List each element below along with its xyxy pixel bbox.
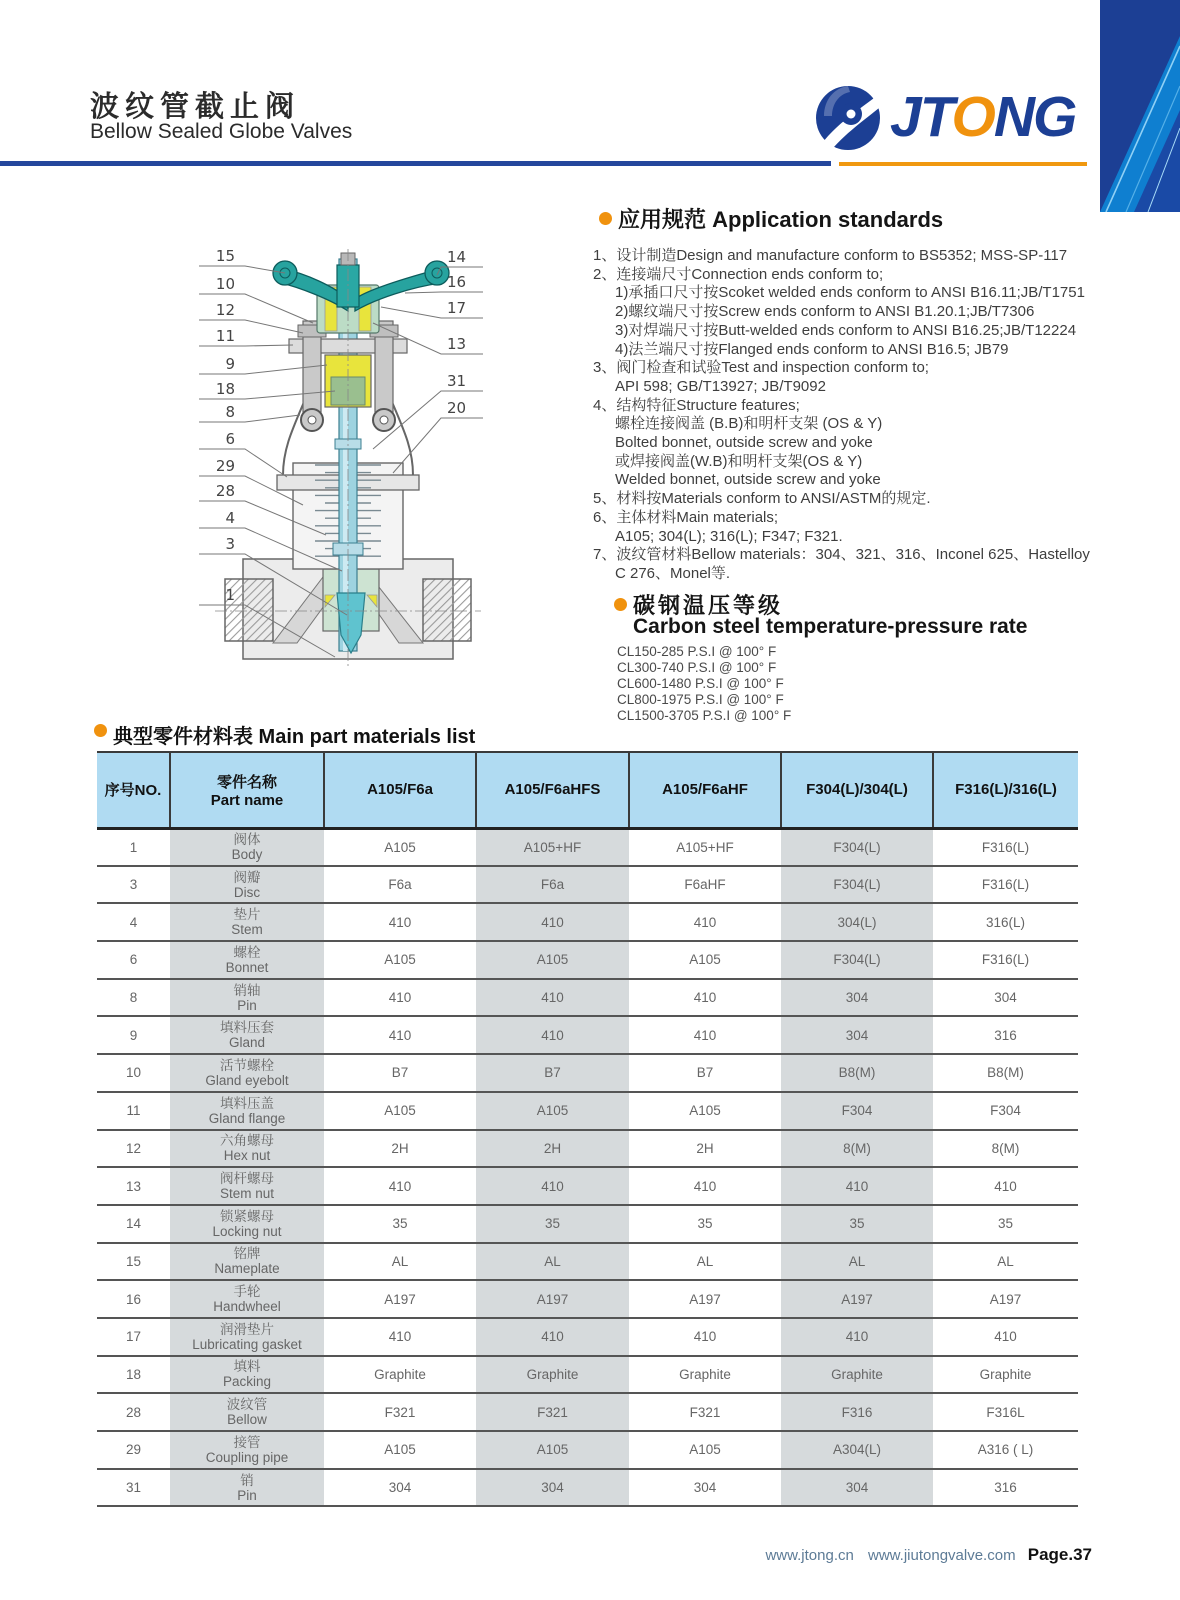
header-rule-orange: [839, 162, 1087, 166]
cell-material-value: 410: [324, 1167, 476, 1205]
cell-material-value: 410: [476, 979, 629, 1017]
cell-material-value: F304(L): [781, 941, 933, 979]
pressure-rating-line: CL300-740 P.S.I @ 100° F: [617, 660, 777, 675]
part-name-header-english: Part name: [210, 791, 284, 809]
diagram-callout: 8: [225, 403, 235, 421]
cell-material-value: 304: [476, 1469, 629, 1507]
cell-material-value: 410: [476, 1167, 629, 1205]
callout-leader-line: [199, 415, 300, 422]
pressure-ratings: [617, 644, 791, 724]
cell-material-value: F321: [476, 1393, 629, 1431]
application-standard-item: A105; 304(L); 316(L); F347; F321.: [615, 527, 843, 545]
cell-material-value: A316 ( L): [933, 1431, 1078, 1469]
cell-material-value: F316(L): [933, 941, 1078, 979]
cell-part-no: 3: [97, 866, 170, 904]
cell-material-value: Graphite: [476, 1356, 629, 1394]
cell-material-value: 2H: [629, 1130, 781, 1168]
cell-material-value: B7: [476, 1054, 629, 1092]
table-row: [97, 1393, 1078, 1431]
cell-material-value: 304: [781, 979, 933, 1017]
cell-part-no: 16: [97, 1280, 170, 1318]
cell-material-value: 410: [324, 979, 476, 1017]
cell-part-no: 29: [97, 1431, 170, 1469]
cell-part-name: 手轮 Handwheel: [170, 1280, 324, 1318]
callout-leader-line: [405, 292, 483, 293]
cell-material-value: 410: [629, 1016, 781, 1054]
cell-part-name: 阀杆螺母 Stem nut: [170, 1167, 324, 1205]
diagram-callout: 15: [215, 247, 235, 265]
cell-material-value: 410: [324, 903, 476, 941]
cell-material-value: F6a: [324, 866, 476, 904]
cell-material-value: A197: [933, 1280, 1078, 1318]
application-standard-item: 5、材料按Materials conform to ANSI/ASTM的规定.: [593, 490, 931, 508]
cell-material-value: 2H: [324, 1130, 476, 1168]
callout-leader-line: [199, 345, 293, 346]
materials-table-title: 典型零件材料表 Main part materials list: [113, 726, 476, 748]
cell-part-no: 14: [97, 1205, 170, 1243]
cell-material-value: 410: [629, 1318, 781, 1356]
page-footer: [765, 1545, 1092, 1565]
footer-url-jiutongvalve: www.jiutongvalve.com: [868, 1547, 1016, 1564]
application-standard-item: Bolted bonnet, outside screw and yoke: [615, 434, 873, 452]
cell-material-value: A105: [476, 1092, 629, 1130]
header-rule-blue: [0, 161, 831, 166]
table-row: [97, 828, 1078, 866]
cell-material-value: 410: [324, 1016, 476, 1054]
cell-material-value: F6aHF: [629, 866, 781, 904]
materials-table-body: [97, 828, 1078, 1506]
cell-material-value: A304(L): [781, 1431, 933, 1469]
jtong-swirl-icon: [812, 72, 884, 162]
cell-part-name: 螺栓 Bonnet: [170, 941, 324, 979]
application-standard-item: 2、连接端尺寸Connection ends conform to;: [593, 265, 884, 283]
cell-material-value: A197: [629, 1280, 781, 1318]
cell-part-name: 填料 Packing: [170, 1356, 324, 1394]
cell-material-value: 8(M): [933, 1130, 1078, 1168]
cell-material-value: 410: [629, 1167, 781, 1205]
column-header-material: A105/F6aHF: [629, 752, 781, 828]
application-standard-item: 3)对焊端尺寸按Butt-welded ends conform to ANSI B16.25;JB/T12224: [615, 321, 1077, 339]
cell-material-value: 304: [324, 1469, 476, 1507]
cell-material-value: A105: [324, 941, 476, 979]
carbon-steel-title-english: Carbon steel temperature-pressure rate: [633, 615, 1028, 638]
section-bullet: [94, 724, 107, 737]
cell-part-no: 10: [97, 1054, 170, 1092]
cell-material-value: Graphite: [629, 1356, 781, 1394]
part-name-header-chinese: 零件名称: [216, 773, 277, 791]
cell-material-value: 304: [629, 1469, 781, 1507]
table-row: [97, 866, 1078, 904]
cell-material-value: A105: [629, 1431, 781, 1469]
cell-material-value: 316(L): [933, 903, 1078, 941]
jtong-logo-text: JTONG: [890, 84, 1076, 149]
cell-material-value: 410: [933, 1318, 1078, 1356]
column-header-material: F304(L)/304(L): [781, 752, 933, 828]
cell-material-value: 410: [629, 903, 781, 941]
diagram-callout: 13: [447, 335, 467, 353]
diagram-callout: 10: [215, 275, 235, 293]
table-row: [97, 1130, 1078, 1168]
cell-part-no: 13: [97, 1167, 170, 1205]
callout-leader-line: [199, 449, 287, 477]
cell-material-value: A105: [324, 1431, 476, 1469]
cell-part-name: 润滑垫片 Lubricating gasket: [170, 1318, 324, 1356]
pressure-rating-line: CL800-1975 P.S.I @ 100° F: [617, 692, 784, 707]
application-standard-item: C 276、Monel等.: [615, 564, 731, 582]
cell-part-no: 28: [97, 1393, 170, 1431]
table-row: [97, 979, 1078, 1017]
application-standard-item: 4、结构特征Structure features;: [593, 396, 800, 414]
table-row: [97, 1431, 1078, 1469]
page-title-chinese: 波纹管截止阀: [90, 91, 301, 123]
table-row: [97, 1280, 1078, 1318]
cell-part-no: 8: [97, 979, 170, 1017]
cell-material-value: 410: [629, 979, 781, 1017]
cell-material-value: 410: [476, 903, 629, 941]
cell-part-no: 17: [97, 1318, 170, 1356]
application-standard-item: 1)承插口尺寸按Scoket welded ends conform to ANSI B16.11;JB/T1751: [615, 284, 1085, 302]
column-header-part-name: [170, 752, 324, 828]
handwheel: [273, 253, 449, 311]
cell-material-value: 35: [629, 1205, 781, 1243]
diagram-callout: 4: [225, 509, 235, 527]
table-row: [97, 1167, 1078, 1205]
cell-material-value: 316: [933, 1016, 1078, 1054]
cell-part-no: 31: [97, 1469, 170, 1507]
page-number: Page.37: [1027, 1545, 1092, 1564]
application-standard-item: 7、波纹管材料Bellow materials：304、321、316、Inconel 625、Hastelloy: [593, 546, 1090, 564]
cell-part-name: 波纹管 Bellow: [170, 1393, 324, 1431]
cell-material-value: 304: [781, 1469, 933, 1507]
pressure-rating-line: CL600-1480 P.S.I @ 100° F: [617, 676, 784, 691]
carbon-steel-title-chinese: 碳钢温压等级: [633, 593, 784, 618]
cell-material-value: 410: [476, 1318, 629, 1356]
cell-material-value: A105: [629, 941, 781, 979]
jtong-logo: [812, 72, 1075, 162]
cell-material-value: 410: [476, 1016, 629, 1054]
cell-material-value: 304: [781, 1016, 933, 1054]
application-standards-list: [593, 247, 1158, 584]
column-header-no: 序号NO.: [97, 752, 170, 828]
logo-orange-o: O: [951, 84, 994, 149]
diagram-callout: 1: [225, 586, 235, 604]
cell-material-value: B7: [324, 1054, 476, 1092]
column-header-material: A105/F6aHFS: [476, 752, 629, 828]
cell-material-value: 304(L): [781, 903, 933, 941]
cell-part-no: 12: [97, 1130, 170, 1168]
cell-part-name: 接管 Coupling pipe: [170, 1431, 324, 1469]
cell-material-value: AL: [781, 1243, 933, 1281]
cell-part-name: 锁紧螺母 Locking nut: [170, 1205, 324, 1243]
cell-material-value: 410: [781, 1318, 933, 1356]
application-standard-item: 1、设计制造Design and manufacture conform to BS5352; MSS-SP-117: [593, 247, 1068, 264]
cell-material-value: B8(M): [781, 1054, 933, 1092]
cell-part-name: 销轴 Pin: [170, 979, 324, 1017]
diagram-callout: 3: [225, 535, 235, 553]
application-standard-item: 螺栓连接阀盖 (B.B)和明杆支架 (OS & Y): [615, 415, 883, 433]
diagram-callout: 11: [215, 327, 235, 345]
cell-material-value: A105: [629, 1092, 781, 1130]
cell-material-value: 410: [324, 1318, 476, 1356]
cell-part-no: 9: [97, 1016, 170, 1054]
cell-part-name: 阀体 Body: [170, 828, 324, 866]
cell-material-value: AL: [629, 1243, 781, 1281]
footer-url-jtong: www.jtong.cn: [765, 1547, 854, 1564]
cell-part-no: 18: [97, 1356, 170, 1394]
cell-material-value: AL: [933, 1243, 1078, 1281]
table-row: [97, 1356, 1078, 1394]
callout-leader-line: [393, 418, 483, 473]
table-row: [97, 1469, 1078, 1507]
table-row: [97, 1016, 1078, 1054]
cell-material-value: Graphite: [781, 1356, 933, 1394]
cell-material-value: AL: [324, 1243, 476, 1281]
diagram-callout: 31: [447, 372, 467, 390]
table-row: [97, 1243, 1078, 1281]
diagram-callout: 12: [215, 301, 235, 319]
section-bullet: [614, 598, 627, 611]
cell-part-name: 销 Pin: [170, 1469, 324, 1507]
table-row: [97, 903, 1078, 941]
cell-material-value: 316: [933, 1469, 1078, 1507]
table-header-row: [97, 752, 1078, 828]
application-standard-item: 3、阀门检查和试验Test and inspection conform to;: [593, 359, 929, 377]
diagram-callout: 16: [447, 273, 467, 291]
table-row: [97, 941, 1078, 979]
cell-material-value: B8(M): [933, 1054, 1078, 1092]
cell-part-no: 6: [97, 941, 170, 979]
cell-material-value: F304: [781, 1092, 933, 1130]
diagram-callout: 14: [447, 248, 467, 266]
materials-table: [97, 751, 1078, 1507]
cell-part-name: 六角螺母 Hex nut: [170, 1130, 324, 1168]
cell-material-value: Graphite: [933, 1356, 1078, 1394]
callout-leader-line: [199, 266, 285, 273]
table-row: [97, 1054, 1078, 1092]
cell-part-no: 4: [97, 903, 170, 941]
cell-material-value: 304: [933, 979, 1078, 1017]
cell-material-value: A105: [476, 941, 629, 979]
section-bullet: [599, 212, 612, 225]
cell-material-value: F316L: [933, 1393, 1078, 1431]
cell-material-value: B7: [629, 1054, 781, 1092]
cell-material-value: F316(L): [933, 828, 1078, 866]
cell-material-value: 35: [933, 1205, 1078, 1243]
cell-part-no: 15: [97, 1243, 170, 1281]
cell-material-value: F316: [781, 1393, 933, 1431]
cell-material-value: 2H: [476, 1130, 629, 1168]
cell-part-name: 垫片 Stem: [170, 903, 324, 941]
application-standards-title: 应用规范 Application standards: [618, 207, 944, 232]
cell-material-value: F6a: [476, 866, 629, 904]
diagram-callout: 28: [215, 482, 235, 500]
cell-material-value: A105+HF: [476, 828, 629, 866]
table-row: [97, 1318, 1078, 1356]
column-header-material: A105/F6a: [324, 752, 476, 828]
application-standard-item: API 598; GB/T13927; JB/T9092: [615, 377, 826, 395]
cell-material-value: A197: [781, 1280, 933, 1318]
cell-part-no: 11: [97, 1092, 170, 1130]
table-row: [97, 1092, 1078, 1130]
diagram-callout: 9: [225, 355, 235, 373]
diagram-callout: 6: [225, 430, 235, 448]
pressure-rating-line: CL1500-3705 P.S.I @ 100° F: [617, 708, 792, 723]
cell-material-value: 35: [324, 1205, 476, 1243]
cell-material-value: A105: [324, 828, 476, 866]
cell-part-name: 活节螺栓 Gland eyebolt: [170, 1054, 324, 1092]
cell-material-value: AL: [476, 1243, 629, 1281]
callout-leader-line: [381, 307, 483, 318]
diagram-callout: 17: [447, 299, 467, 317]
column-header-material: F316(L)/316(L): [933, 752, 1078, 828]
application-standard-item: 2)螺纹端尺寸按Screw ends conform to ANSI B1.20.1;JB/T7306: [615, 303, 1035, 321]
diagram-callout: 29: [215, 457, 235, 475]
cell-material-value: A197: [476, 1280, 629, 1318]
cell-part-name: 填料压盖 Gland flange: [170, 1092, 324, 1130]
cell-part-name: 铭牌 Nameplate: [170, 1243, 324, 1281]
cell-material-value: F316(L): [933, 866, 1078, 904]
table-row: [97, 1205, 1078, 1243]
cell-material-value: F304(L): [781, 866, 933, 904]
cell-material-value: F321: [324, 1393, 476, 1431]
cell-material-value: 410: [781, 1167, 933, 1205]
application-standard-item: 或焊接阀盖(W.B)和明杆支架(OS & Y): [615, 452, 863, 470]
callout-leader-line: [199, 320, 303, 333]
pressure-rating-line: CL150-285 P.S.I @ 100° F: [617, 644, 777, 659]
application-standard-item: Welded bonnet, outside screw and yoke: [615, 471, 881, 489]
cell-material-value: 35: [781, 1205, 933, 1243]
page-title-english: Bellow Sealed Globe Valves: [90, 120, 353, 143]
valve-cross-section-diagram: [185, 243, 490, 673]
application-standard-item: 6、主体材料Main materials;: [593, 508, 779, 526]
cell-material-value: 8(M): [781, 1130, 933, 1168]
cell-material-value: 35: [476, 1205, 629, 1243]
cell-part-name: 填料压套 Gland: [170, 1016, 324, 1054]
cell-part-no: 1: [97, 828, 170, 866]
cell-material-value: A197: [324, 1280, 476, 1318]
cell-material-value: A105+HF: [629, 828, 781, 866]
cell-material-value: A105: [324, 1092, 476, 1130]
cell-material-value: F304: [933, 1092, 1078, 1130]
cell-part-name: 阀瓣 Disc: [170, 866, 324, 904]
cell-material-value: Graphite: [324, 1356, 476, 1394]
cell-material-value: F304(L): [781, 828, 933, 866]
cell-material-value: 410: [933, 1167, 1078, 1205]
corner-decoration: [1100, 0, 1180, 212]
application-standard-item: 4)法兰端尺寸按Flanged ends conform to ANSI B16.5; JB79: [615, 340, 1009, 358]
diagram-callout: 18: [215, 380, 235, 398]
cell-material-value: F321: [629, 1393, 781, 1431]
diagram-callout: 20: [447, 399, 467, 417]
cell-material-value: A105: [476, 1431, 629, 1469]
